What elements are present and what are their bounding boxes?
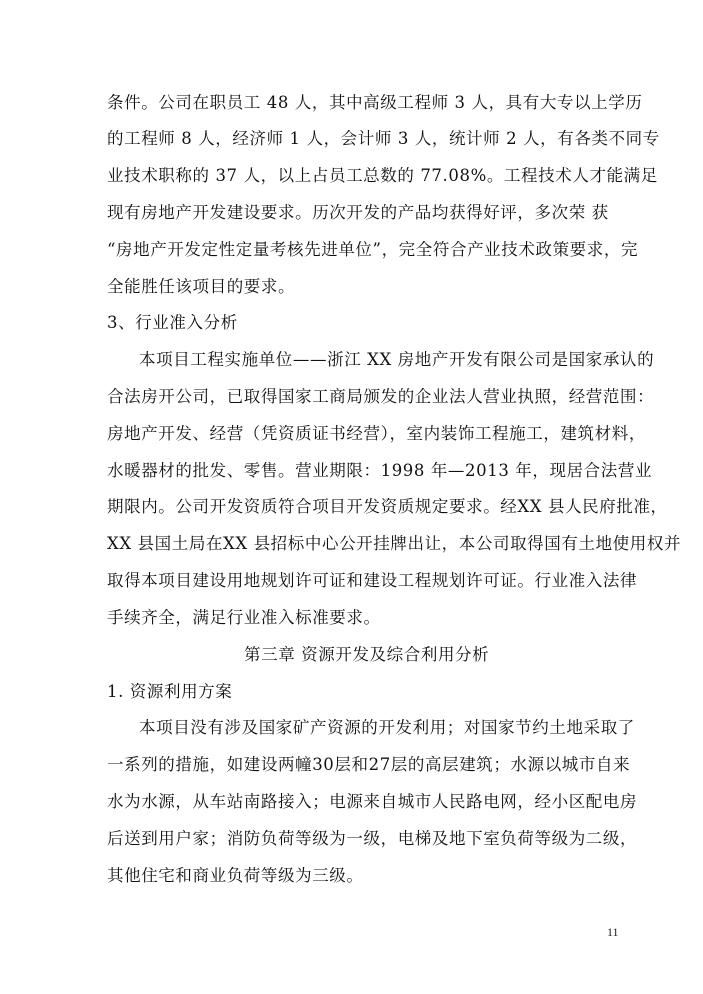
page-number: 11 <box>607 925 619 939</box>
paragraph-line: 期限内。公司开发资质符合项目开发资质规定要求。经XX 县人民府批准， <box>107 497 668 516</box>
paragraph-line: 其他住宅和商业负荷等级为三级。 <box>107 866 364 885</box>
paragraph-line: “房地产开发定性定量考核先进单位”，完全符合产业技术政策要求，完 <box>107 240 639 259</box>
section-heading: 1. 资源利用方案 <box>107 682 233 701</box>
paragraph-line: 本项目没有涉及国家矿产资源的开发利用；对国家节约土地采取了 <box>139 718 635 737</box>
paragraph-line: 房地产开发、经营（凭资质证书经营），室内装饰工程施工，建筑材料， <box>107 424 646 443</box>
paragraph-line: 全能胜任该项目的要求。 <box>107 277 296 296</box>
paragraph-line: 合法房开公司，已取得国家工商局颁发的企业法人营业执照，经营范围： <box>107 387 655 406</box>
section-heading: 3、行业准入分析 <box>107 313 238 332</box>
paragraph-line: 的工程师 8 人，经济师 1 人，会计师 3 人，统计师 2 人，有各类不同专 <box>107 129 660 148</box>
paragraph-line: XX 县国土局在XX 县招标中心公开挂牌出让，本公司取得国有土地使用权并 <box>107 534 682 553</box>
paragraph-line: 手续齐全，满足行业准入标准要求。 <box>107 608 381 627</box>
paragraph-line: 一系列的措施，如建设两幢30层和27层的高层建筑；水源以城市自来 <box>107 755 631 774</box>
paragraph-line: 取得本项目建设用地规划许可证和建设工程规划许可证。行业准入法律 <box>107 571 638 590</box>
paragraph-line: 本项目工程实施单位——浙江 XX 房地产开发有限公司是国家承认的 <box>139 350 655 369</box>
paragraph-line: 业技术职称的 37 人，以上占员工总数的 77.08%。工程技术人才能满足 <box>107 166 658 185</box>
paragraph-line: 现有房地产开发建设要求。历次开发的产品均获得好评，多次荣 获 <box>107 203 609 222</box>
paragraph-line: 水暖器材的批发、零售。营业期限：1998 年—2013 年，现居合法营业 <box>107 461 653 480</box>
paragraph-line: 条件。公司在职员工 48 人，其中高级工程师 3 人，具有大专以上学历 <box>107 93 643 112</box>
paragraph-line: 后送到用户家；消防负荷等级为一级，电梯及地下室负荷等级为二级， <box>107 829 638 848</box>
chapter-title: 第三章 资源开发及综合利用分析 <box>244 645 490 664</box>
paragraph-line: 水为水源，从车站南路接入；电源来自城市人民路电网，经小区配电房 <box>107 792 638 811</box>
